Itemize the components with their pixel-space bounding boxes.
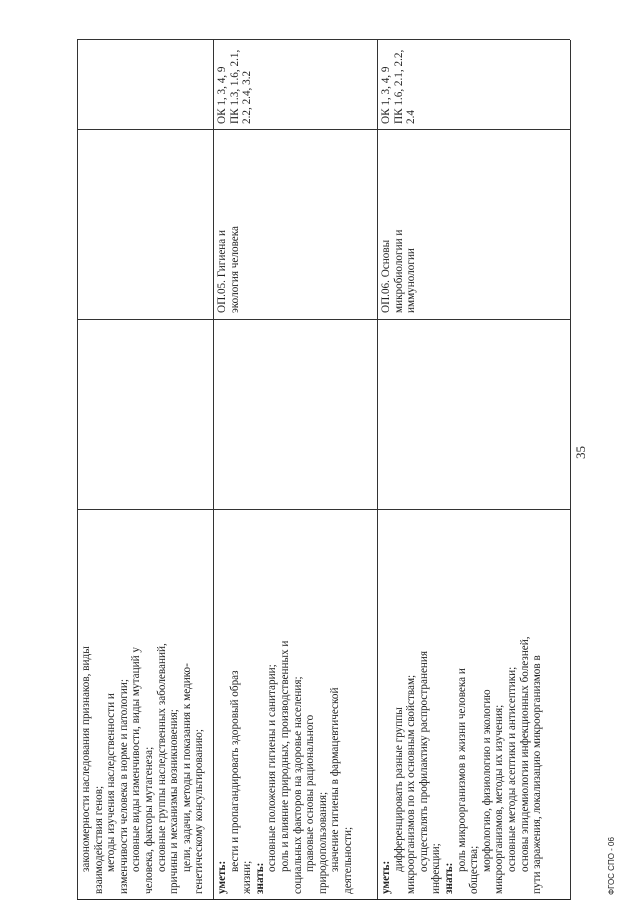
skills-heading: уметь:	[380, 860, 392, 894]
content-line: осуществлять профилактику распространения	[417, 650, 430, 872]
knowledge-heading: знать:	[442, 862, 455, 894]
content-line: дифференцировать разные группы	[392, 707, 405, 872]
row3-discipline-cell	[380, 133, 418, 313]
table-border-left	[77, 899, 570, 900]
content-line: роль и влияние природных, производственных и	[278, 640, 291, 872]
page-number: 35	[573, 446, 588, 459]
knowledge-heading: знать:	[253, 862, 266, 894]
content-line: микроорганизмов по их основным свойствам;	[405, 674, 418, 894]
discipline-line: экология человека	[228, 226, 241, 313]
discipline-line: ОП.06. Основы	[380, 239, 392, 313]
content-line: микроорганизмов, методы их изучения;	[493, 704, 506, 894]
content-line: цели, задачи, методы и показания к медико-	[180, 663, 193, 872]
row2-competencies-cell	[216, 42, 254, 124]
row2-content-cell	[216, 516, 376, 894]
column-divider	[77, 319, 570, 320]
competency-line: ОК 1, 3, 4, 9	[216, 66, 228, 124]
content-line: основные группы наследственных заболеваний,	[155, 643, 168, 872]
discipline-line: ОП.05. Гигиена и	[216, 229, 228, 313]
content-line: причины и механизмы возникновения;	[168, 709, 181, 894]
content-line: взаимодействия генов;	[92, 785, 105, 894]
content-line: инфекции;	[430, 843, 443, 894]
content-line: генетическому консультированию;	[193, 728, 206, 894]
competency-line: ПК 1.3, 1.6, 2.1,	[228, 49, 241, 124]
row-divider	[377, 40, 378, 900]
table-border-top	[77, 40, 78, 900]
content-line: природопользования;	[316, 791, 329, 894]
competency-line: ПК 1.6, 2.1, 2.2,	[392, 49, 405, 124]
skills-heading: уметь:	[216, 860, 228, 894]
content-line: основные положения гигиены и санитарии;	[266, 664, 279, 872]
content-line: основные виды изменчивости, виды мутаций у	[130, 647, 143, 872]
content-line: пути заражения, локализацию микроорганизмов в	[531, 655, 544, 894]
row3-competencies-cell	[380, 42, 418, 124]
content-line: правовые основы рационального	[304, 714, 317, 872]
discipline-line: микробиологии и	[392, 229, 405, 313]
content-line: общества;	[468, 845, 481, 894]
row3-content-cell	[380, 516, 570, 894]
content-line: изменчивости человека в норме и патологии;	[117, 679, 130, 894]
column-divider	[77, 129, 570, 130]
competency-line: ОК 1, 3, 4, 9	[380, 66, 392, 124]
table-border-bottom	[570, 40, 571, 900]
content-line: методы изучения наследственности и	[105, 693, 118, 872]
content-line: деятельности;	[341, 826, 354, 894]
row-divider	[213, 40, 214, 900]
content-line: закономерности наследования признаков, виды	[80, 646, 92, 872]
competency-table	[77, 40, 570, 900]
table-border-right	[77, 39, 570, 40]
content-line: жизни;	[241, 860, 254, 894]
row2-discipline-cell	[216, 133, 241, 313]
competency-line: 2.2, 2.4, 3.2	[241, 70, 254, 124]
competency-line: 2.4	[405, 110, 418, 124]
footer-label: ФГОС СПО - 06	[607, 837, 616, 895]
content-line: роль микроорганизмов в жизни человека и	[455, 668, 468, 872]
content-line: основные методы асептики и антисептики;	[505, 666, 518, 872]
content-line: вести и пропагандировать здоровый образ	[228, 670, 241, 872]
column-divider	[77, 509, 570, 510]
content-line: морфологию, физиологию и экологию	[480, 689, 493, 872]
content-line: значение гигиены в фармацевтической	[329, 687, 342, 872]
row1-content-cell	[80, 516, 211, 894]
content-line: основы эпидемиологии инфекционных болезней,	[518, 636, 531, 872]
content-line: человека, факторы мутагенеза;	[142, 746, 155, 894]
discipline-line: иммунологии	[405, 248, 418, 313]
content-line: социальных факторов на здоровье населения;	[291, 676, 304, 894]
